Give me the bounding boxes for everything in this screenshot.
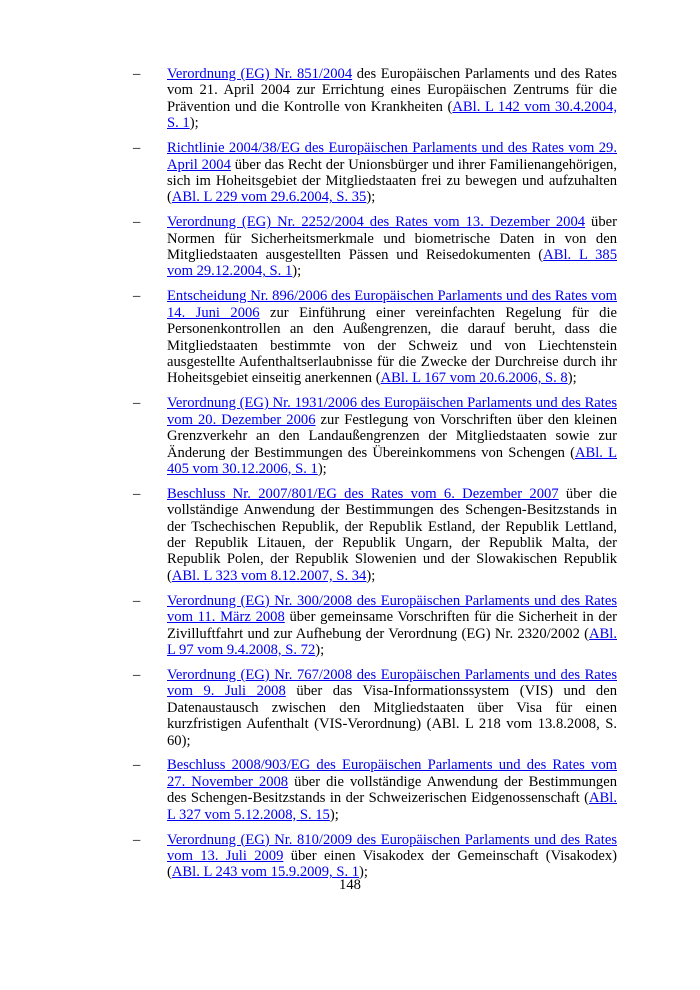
journal-ref-link[interactable]: ABl. L 97 vom 9.4.2008, S. 72 [167,625,617,658]
list-item [133,832,617,881]
act-link[interactable]: Verordnung (EG) Nr. 851/2004 [167,66,353,82]
list-item [133,486,617,584]
journal-ref-link[interactable]: ABl. L 323 vom 8.12.2007, S. 34 [171,567,367,584]
act-link[interactable]: Beschluss 2008/903/EG des Europäischen Parlaments und des Rates vom 27. November 2008 [167,757,617,790]
page-number: 148 [339,877,361,893]
item-text: über die vollständige Anwendung der Bestimmungen des Schengen-Besitzstands in der Tschechischen Republik, der Republik Estland, der Republik Lettland, der Republik Litauen, der Republik Ungarn, der Republik Malta, der Republik Polen, der Republik Slowenien und der Slowakischen Republik ( [167,485,617,584]
item-text: über gemeinsame Vorschriften für die Sicherheit in der Zivilluftfahrt und zur Aufhebung der Verordnung (EG) Nr. 2320/2002 ( [167,609,617,642]
list-item [133,667,617,749]
list-item [133,214,617,280]
item-text: über einen Visakodex der Gemeinschaft (Visakodex) ( [167,847,617,881]
list-item [133,140,617,206]
journal-ref-link[interactable]: ABl. L 243 vom 15.9.2009, S. 1 [171,864,360,881]
act-link[interactable]: Verordnung (EG) Nr. 2252/2004 des Rates vom 13. Dezember 2004 [167,214,586,231]
act-link[interactable]: Verordnung (EG) Nr. 300/2008 des Europäischen Parlaments und des Rates vom 11. März 2008 [167,592,617,626]
item-end: ); [329,806,339,823]
act-link[interactable]: Beschluss Nr. 2007/801/EG des Rates vom 6. Dezember 2007 [167,485,559,502]
act-link[interactable]: Verordnung (EG) Nr. 810/2009 des Europäischen Parlaments und des Rates vom 13. Juli 2009 [167,831,617,864]
journal-ref-link[interactable]: ABl. L 327 vom 5.12.2008, S. 15 [167,790,617,823]
item-text: über Normen für Sicherheitsmerkmale und biometrische Daten in von den Mitgliedstaaten ausgestellten Pässen und Reisedokumenten ( [167,214,617,264]
journal-ref-link[interactable]: ABl. L 229 vom 29.6.2004, S. 35 [171,189,367,206]
item-end: ); [359,864,368,881]
list-dash: – [133,485,141,502]
list-item [133,757,617,823]
list-item [133,593,617,659]
list-dash: – [133,140,141,157]
list-dash: – [133,288,141,305]
list-dash: – [133,831,141,848]
list-dash: – [133,395,141,412]
journal-ref-link[interactable]: ABl. L 142 vom 30.4.2004, S. 1 [167,98,617,132]
list-dash: – [133,666,141,683]
journal-ref-link[interactable]: ABl. L 405 vom 30.12.2006, S. 1 [167,444,617,477]
list-item [133,395,617,477]
list-item [133,288,617,386]
legal-reference-list [133,66,617,889]
item-end: ); [366,189,376,206]
item-text: über das Visa-Informationssystem (VIS) und den Datenaustausch zwischen den Mitgliedstaaten über Visa für einen kurzfristigen Aufenthalt (VIS-Verordnung) (ABl. L 218 vom 13.8.2008, S. 60); [167,683,617,749]
item-end: ); [317,460,327,477]
journal-ref-link[interactable]: ABl. L 385 vom 29.12.2004, S. 1 [167,247,617,280]
item-end: ); [315,642,325,658]
list-dash: – [133,214,141,231]
item-text: zur Festlegung von Vorschriften über den kleinen Grenzverkehr an den Landaußengrenzen der Mitgliedstaaten sowie zur Änderung der Bestimmungen des Übereinkommens von Schengen ( [167,411,617,461]
item-end: ); [366,567,376,584]
act-link[interactable]: Richtlinie 2004/38/EG des Europäischen Parlaments und des Rates vom 29. April 2004 [167,140,617,173]
list-dash: – [133,757,141,774]
list-item [133,66,617,132]
item-text: zur Einführung einer vereinfachten Regelung für die Personenkontrollen an den Außengrenzen, die darauf beruht, dass die Mitgliedstaaten bestimmte von der Schweiz und von Liechtenstein ausgestellte Aufenthaltserlaubnisse für die Zwecke der Durchreise durch ihr Hoheitsgebiet einseitig anerkennen ( [167,304,617,387]
act-link[interactable]: Verordnung (EG) Nr. 767/2008 des Europäischen Parlaments und des Rates vom 9. Juli 2008 [167,666,617,700]
item-end: ); [567,370,577,387]
item-end: ); [189,115,199,132]
list-dash: – [133,66,141,82]
list-dash: – [133,592,141,609]
act-link[interactable]: Verordnung (EG) Nr. 1931/2006 des Europäischen Parlaments und des Rates vom 20. Dezember 2006 [167,395,617,428]
item-text: über die vollständige Anwendung der Bestimmungen des Schengen-Besitzstands in der Schweizerischen Eidgenossenschaft ( [167,773,617,807]
item-text: über das Recht der Unionsbürger und ihrer Familienangehörigen, sich im Hoheitsgebiet der Mitgliedstaaten frei zu bewegen und aufzuhalten ( [167,156,617,206]
item-text: des Europäischen Parlaments und des Rates vom 21. April 2004 zur Errichtung eines Europäischen Zentrums für die Prävention und die Kontrolle von Krankheiten ( [167,66,617,115]
act-link[interactable]: Entscheidung Nr. 896/2006 des Europäischen Parlaments und des Rates vom 14. Juni 2006 [167,288,617,321]
journal-ref-link[interactable]: ABl. L 167 vom 20.6.2006, S. 8 [380,370,568,387]
item-end: ); [292,263,302,280]
